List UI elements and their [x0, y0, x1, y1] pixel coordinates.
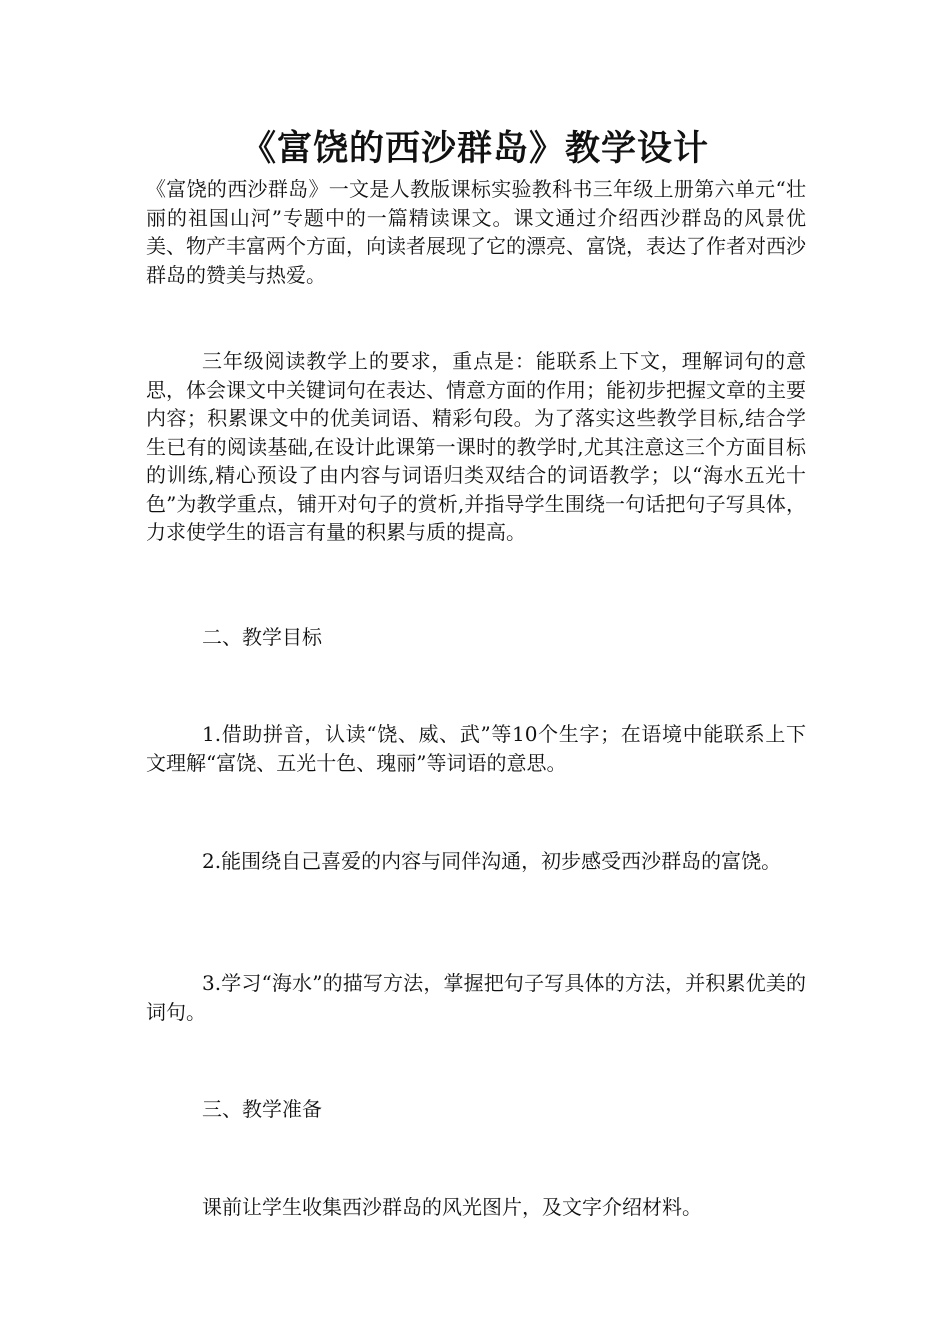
section-heading-goals: 二、教学目标	[202, 625, 322, 649]
intro-paragraph: 《富饶的西沙群岛》一文是人教版课标实验教科书三年级上册第六单元“壮丽的祖国山河”专题中的一篇精读课文。课文通过介绍西沙群岛的风景优美、物产丰富两个方面，向读者展现了它的漂亮、富饶，表达了作者对西沙群岛的赞美与热爱。	[146, 177, 806, 287]
requirements-paragraph: 三年级阅读教学上的要求，重点是：能联系上下文，理解词句的意思，体会课文中关键词句在表达、情意方面的作用；能初步把握文章的主要内容；积累课文中的优美词语、精彩句段。为了落实这些教学目标,结合学生已有的阅读基础,在设计此课第一课时的教学时,尤其注意这三个方面目标的训练,精心预设了由内容与词语归类双结合的词语教学；以“海水五光十色”为教学重点，铺开对句子的赏析,并指导学生围绕一句话把句子写具体，力求使学生的语言有量的积累与质的提高。	[146, 349, 806, 544]
goal-item-1: 1.借助拼音，认读“饶、威、武”等10个生字；在语境中能联系上下文理解“富饶、五光十色、瑰丽”等词语的意思。	[146, 722, 806, 775]
document-title: 《富饶的西沙群岛》教学设计	[240, 128, 709, 169]
goal-item-2: 2.能围绕自己喜爱的内容与同伴沟通，初步感受西沙群岛的富饶。	[202, 849, 782, 873]
preparation-paragraph: 课前让学生收集西沙群岛的风光图片，及文字介绍材料。	[202, 1195, 702, 1219]
goal-item-3: 3.学习“海水”的描写方法，掌握把句子写具体的方法，并积累优美的词句。	[146, 971, 806, 1024]
section-heading-preparation: 三、教学准备	[202, 1097, 322, 1121]
